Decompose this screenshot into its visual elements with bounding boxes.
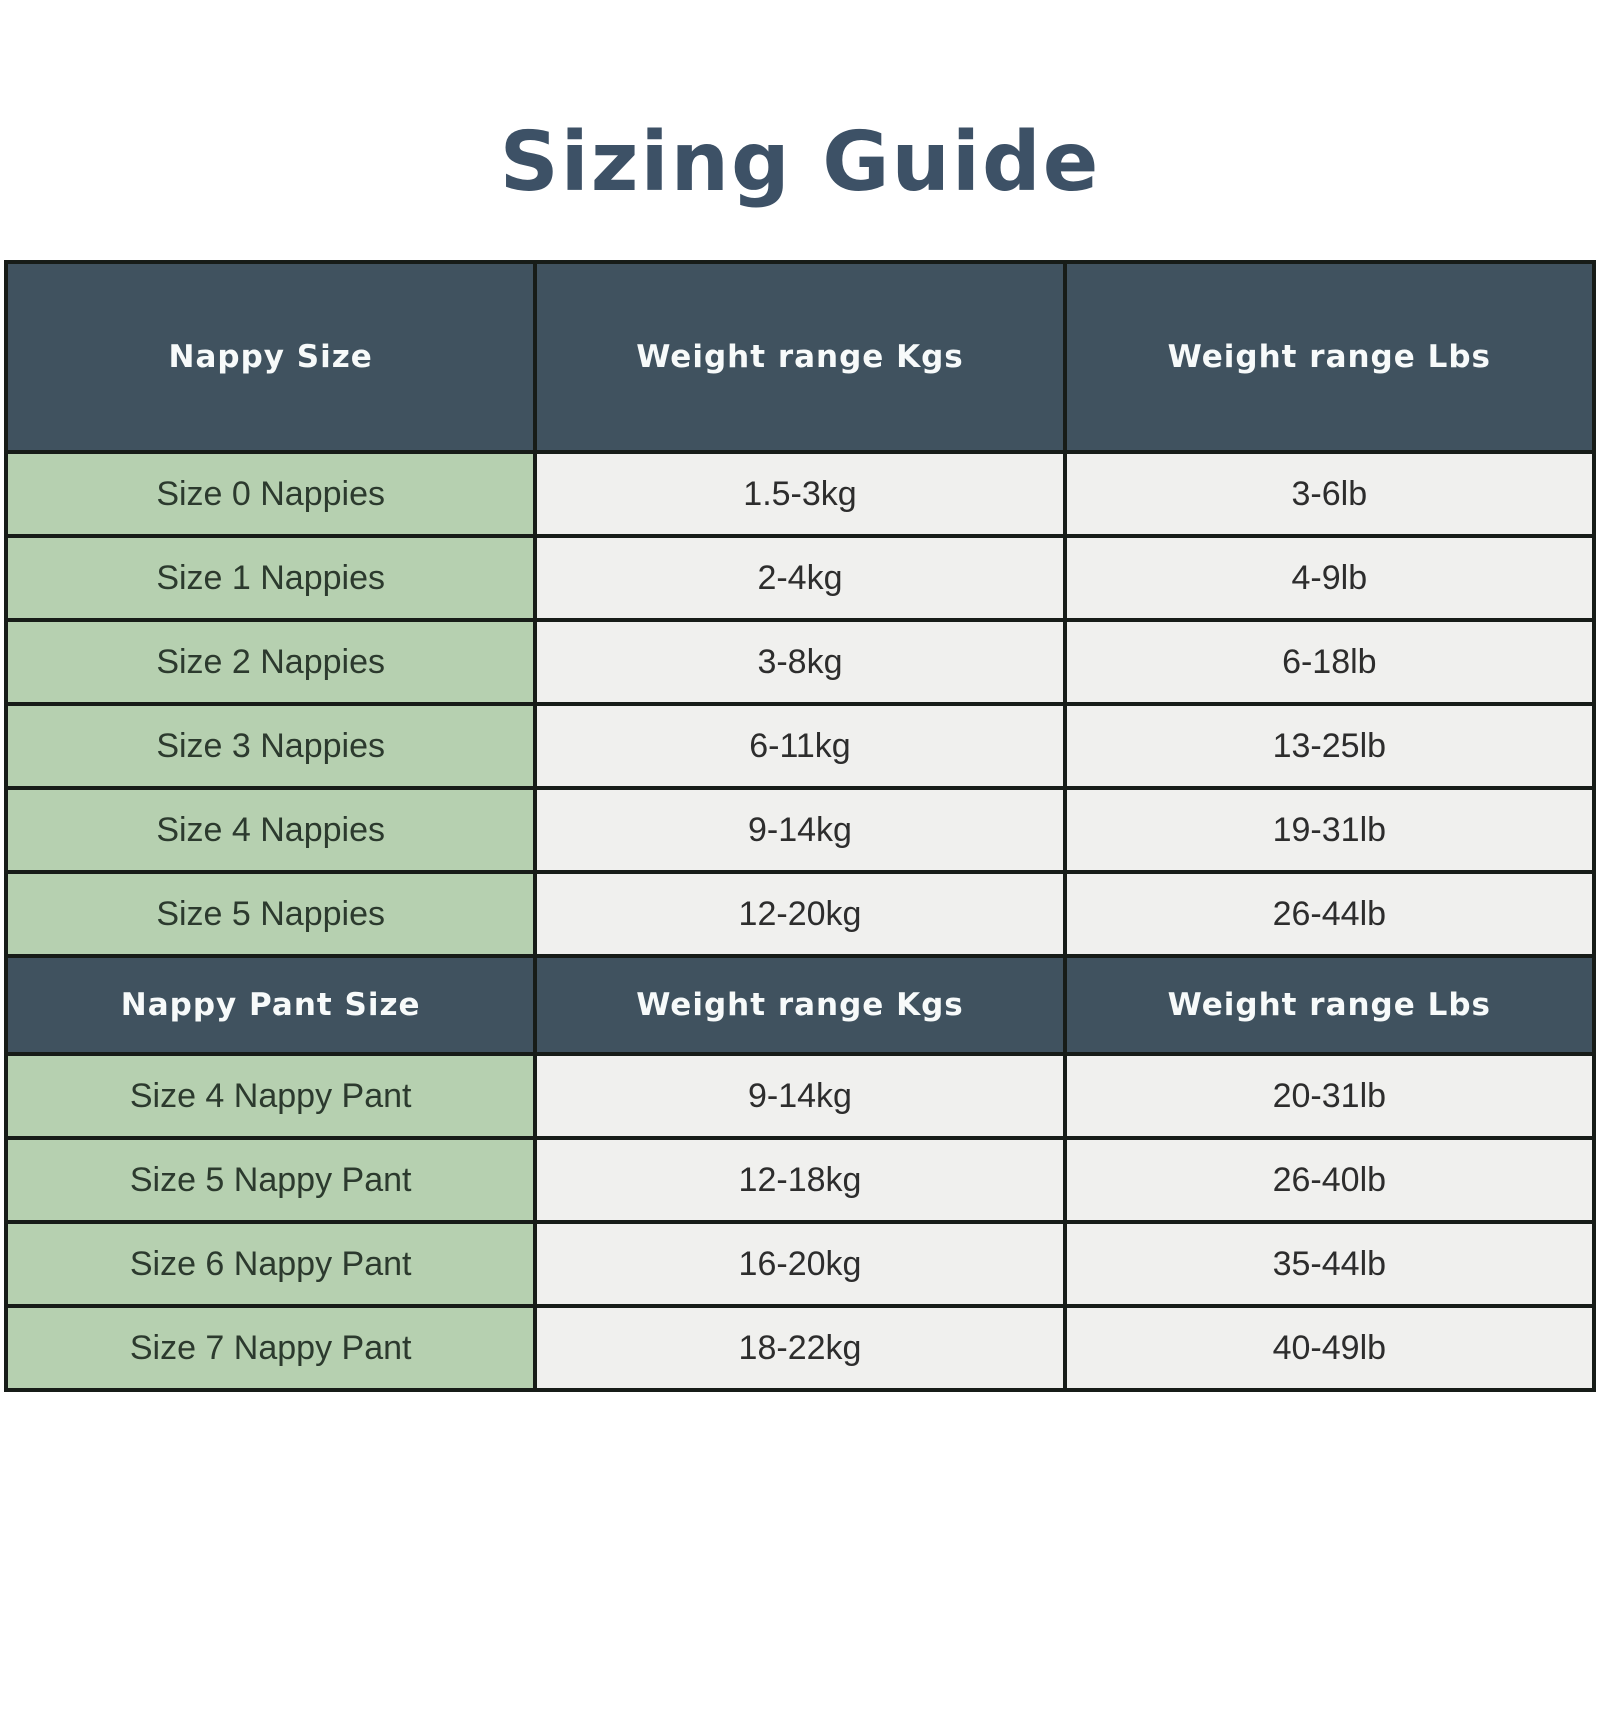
- header-nappy-size: Nappy Size: [6, 262, 535, 452]
- weight-kg-cell: 1.5-3kg: [535, 452, 1064, 536]
- nappy-size-cell: Size 0 Nappies: [6, 452, 535, 536]
- table-row: [6, 1138, 1594, 1222]
- weight-kg-cell: 9-14kg: [535, 788, 1064, 872]
- nappy-size-cell: Size 2 Nappies: [6, 620, 535, 704]
- table-row: [6, 452, 1594, 536]
- nappy-size-cell: Size 3 Nappies: [6, 704, 535, 788]
- table-row: [6, 704, 1594, 788]
- weight-lb-cell: 35-44lb: [1065, 1222, 1594, 1306]
- header-weight-kgs: Weight range Kgs: [535, 956, 1064, 1054]
- weight-kg-cell: 2-4kg: [535, 536, 1064, 620]
- weight-kg-cell: 12-20kg: [535, 872, 1064, 956]
- weight-kg-cell: 6-11kg: [535, 704, 1064, 788]
- weight-lb-cell: 4-9lb: [1065, 536, 1594, 620]
- header-weight-kgs: Weight range Kgs: [535, 262, 1064, 452]
- table-row: [6, 536, 1594, 620]
- table-row: [6, 1306, 1594, 1390]
- weight-lb-cell: 20-31lb: [1065, 1054, 1594, 1138]
- table-row: [6, 1222, 1594, 1306]
- header-nappy-pant-size: Nappy Pant Size: [6, 956, 535, 1054]
- weight-lb-cell: 6-18lb: [1065, 620, 1594, 704]
- sizing-table: [4, 260, 1596, 1392]
- weight-kg-cell: 12-18kg: [535, 1138, 1064, 1222]
- weight-lb-cell: 3-6lb: [1065, 452, 1594, 536]
- weight-lb-cell: 40-49lb: [1065, 1306, 1594, 1390]
- table-row: [6, 872, 1594, 956]
- weight-kg-cell: 9-14kg: [535, 1054, 1064, 1138]
- header-weight-lbs: Weight range Lbs: [1065, 262, 1594, 452]
- nappy-size-cell: Size 4 Nappies: [6, 788, 535, 872]
- page-title: Sizing Guide: [499, 115, 1101, 210]
- table-row: [6, 788, 1594, 872]
- nappy-pant-size-cell: Size 4 Nappy Pant: [6, 1054, 535, 1138]
- weight-kg-cell: 18-22kg: [535, 1306, 1064, 1390]
- nappy-pant-header-row: [6, 956, 1594, 1054]
- weight-lb-cell: 26-40lb: [1065, 1138, 1594, 1222]
- nappy-header-row: [6, 262, 1594, 452]
- weight-lb-cell: 26-44lb: [1065, 872, 1594, 956]
- nappy-pant-size-cell: Size 5 Nappy Pant: [6, 1138, 535, 1222]
- weight-kg-cell: 3-8kg: [535, 620, 1064, 704]
- nappy-pant-size-cell: Size 7 Nappy Pant: [6, 1306, 535, 1390]
- weight-lb-cell: 13-25lb: [1065, 704, 1594, 788]
- weight-lb-cell: 19-31lb: [1065, 788, 1594, 872]
- table-row: [6, 1054, 1594, 1138]
- header-weight-lbs: Weight range Lbs: [1065, 956, 1594, 1054]
- table-row: [6, 620, 1594, 704]
- nappy-size-cell: Size 1 Nappies: [6, 536, 535, 620]
- nappy-pant-size-cell: Size 6 Nappy Pant: [6, 1222, 535, 1306]
- weight-kg-cell: 16-20kg: [535, 1222, 1064, 1306]
- nappy-size-cell: Size 5 Nappies: [6, 872, 535, 956]
